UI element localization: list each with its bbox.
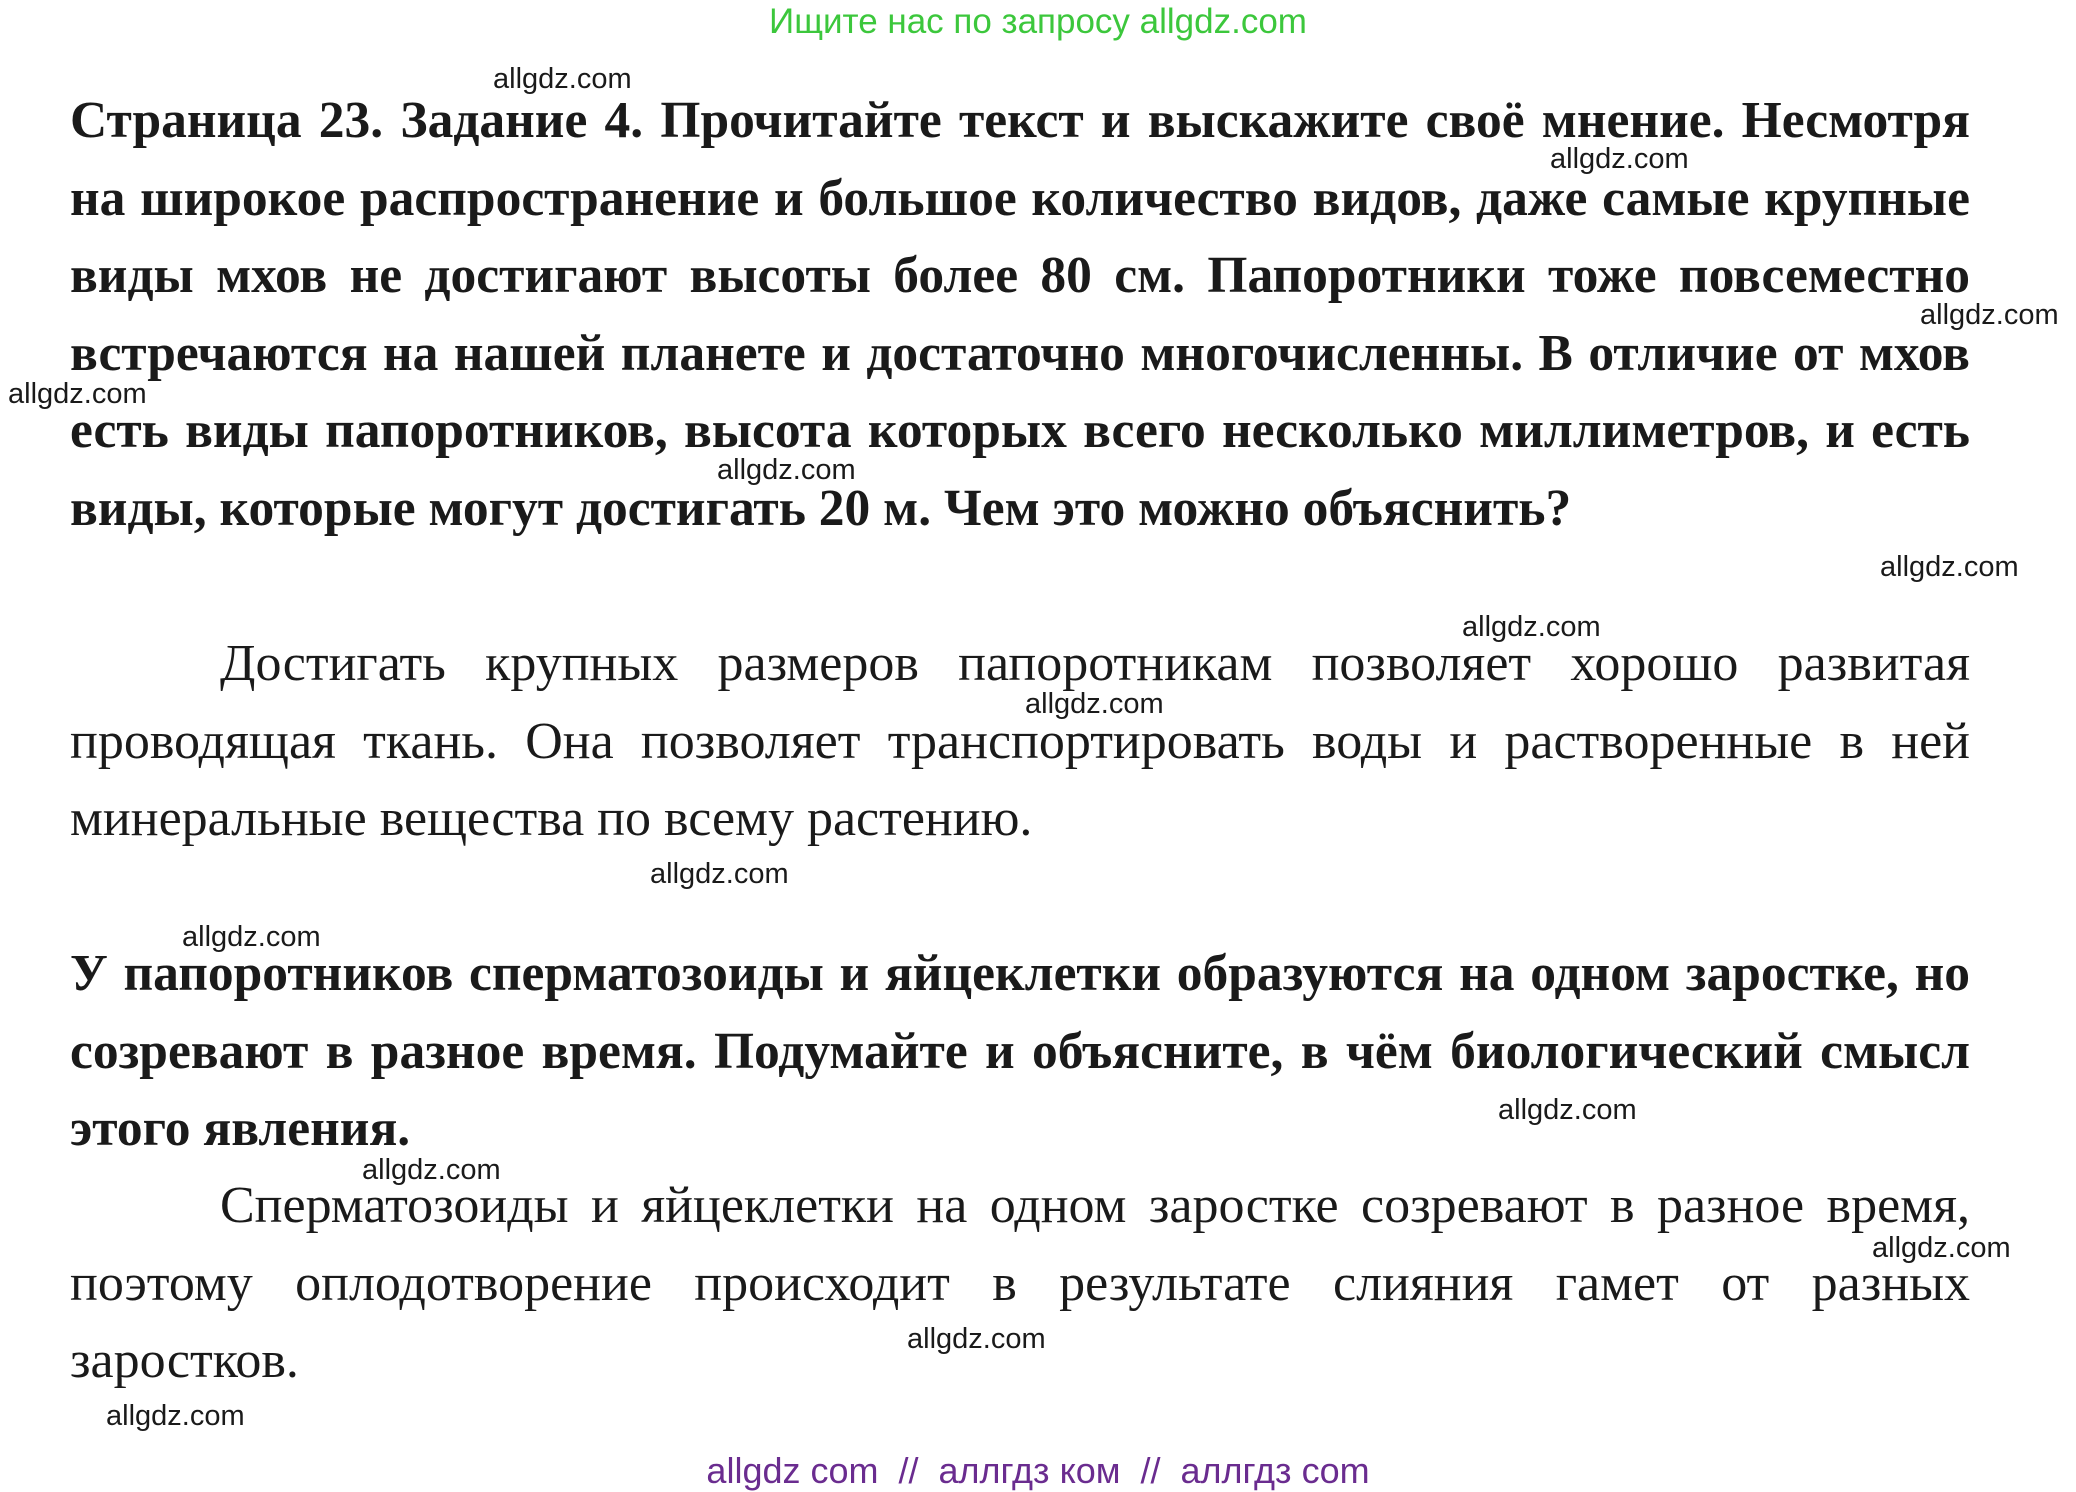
watermark: allgdz.com bbox=[362, 1154, 501, 1186]
watermark: allgdz.com bbox=[493, 63, 632, 95]
watermark: allgdz.com bbox=[182, 921, 321, 953]
task1-question: Страница 23. Задание 4. Прочитайте текст и выскажите своё мнение. Несмотря на широкое распространение и большое количество видов, даже самые крупные виды мхов не достигают высоты более 80 см. Папоротники тоже повсеместно встречаются на нашей планете и достаточно многочисленны. В отличие от мхов есть виды папоротников, высота которых всего несколько миллиметров, и есть виды, которые могут достигать 20 м. Чем это можно объяснить? bbox=[70, 92, 1970, 537]
watermark: allgdz.com bbox=[1025, 688, 1164, 720]
footer-links[interactable]: allgdz com // аллгдз ком // аллгдз com bbox=[706, 1450, 1370, 1491]
watermark: allgdz.com bbox=[1550, 143, 1689, 175]
watermark: allgdz.com bbox=[1880, 551, 2019, 583]
watermark: allgdz.com bbox=[650, 858, 789, 890]
watermark: allgdz.com bbox=[907, 1323, 1046, 1355]
watermark: allgdz.com bbox=[8, 378, 147, 410]
watermark: allgdz.com bbox=[1462, 611, 1601, 643]
watermark: allgdz.com bbox=[1498, 1094, 1637, 1126]
watermark: allgdz.com bbox=[1872, 1232, 2011, 1264]
task2-question: У папоротников сперматозоиды и яйцеклетки образуются на одном заростке, но созревают в разное время. Подумайте и объясните, в чём биологический смысл этого явления. bbox=[70, 945, 1970, 1157]
promo-banner[interactable]: Ищите нас по запросу allgdz.com bbox=[769, 2, 1307, 41]
task2-answer: Сперматозоиды и яйцеклетки на одном заростке созревают в разное время, поэтому оплодотворение происходит в результате слияния гамет от разных заростков. bbox=[70, 1177, 1970, 1389]
task1-answer: Достигать крупных размеров папоротникам позволяет хорошо развитая проводящая ткань. Она позволяет транспортировать воды и растворенные в ней минеральные вещества по всему растению. bbox=[70, 635, 1970, 847]
watermark: allgdz.com bbox=[106, 1400, 245, 1432]
watermark: allgdz.com bbox=[717, 454, 856, 486]
watermark: allgdz.com bbox=[1920, 299, 2059, 331]
